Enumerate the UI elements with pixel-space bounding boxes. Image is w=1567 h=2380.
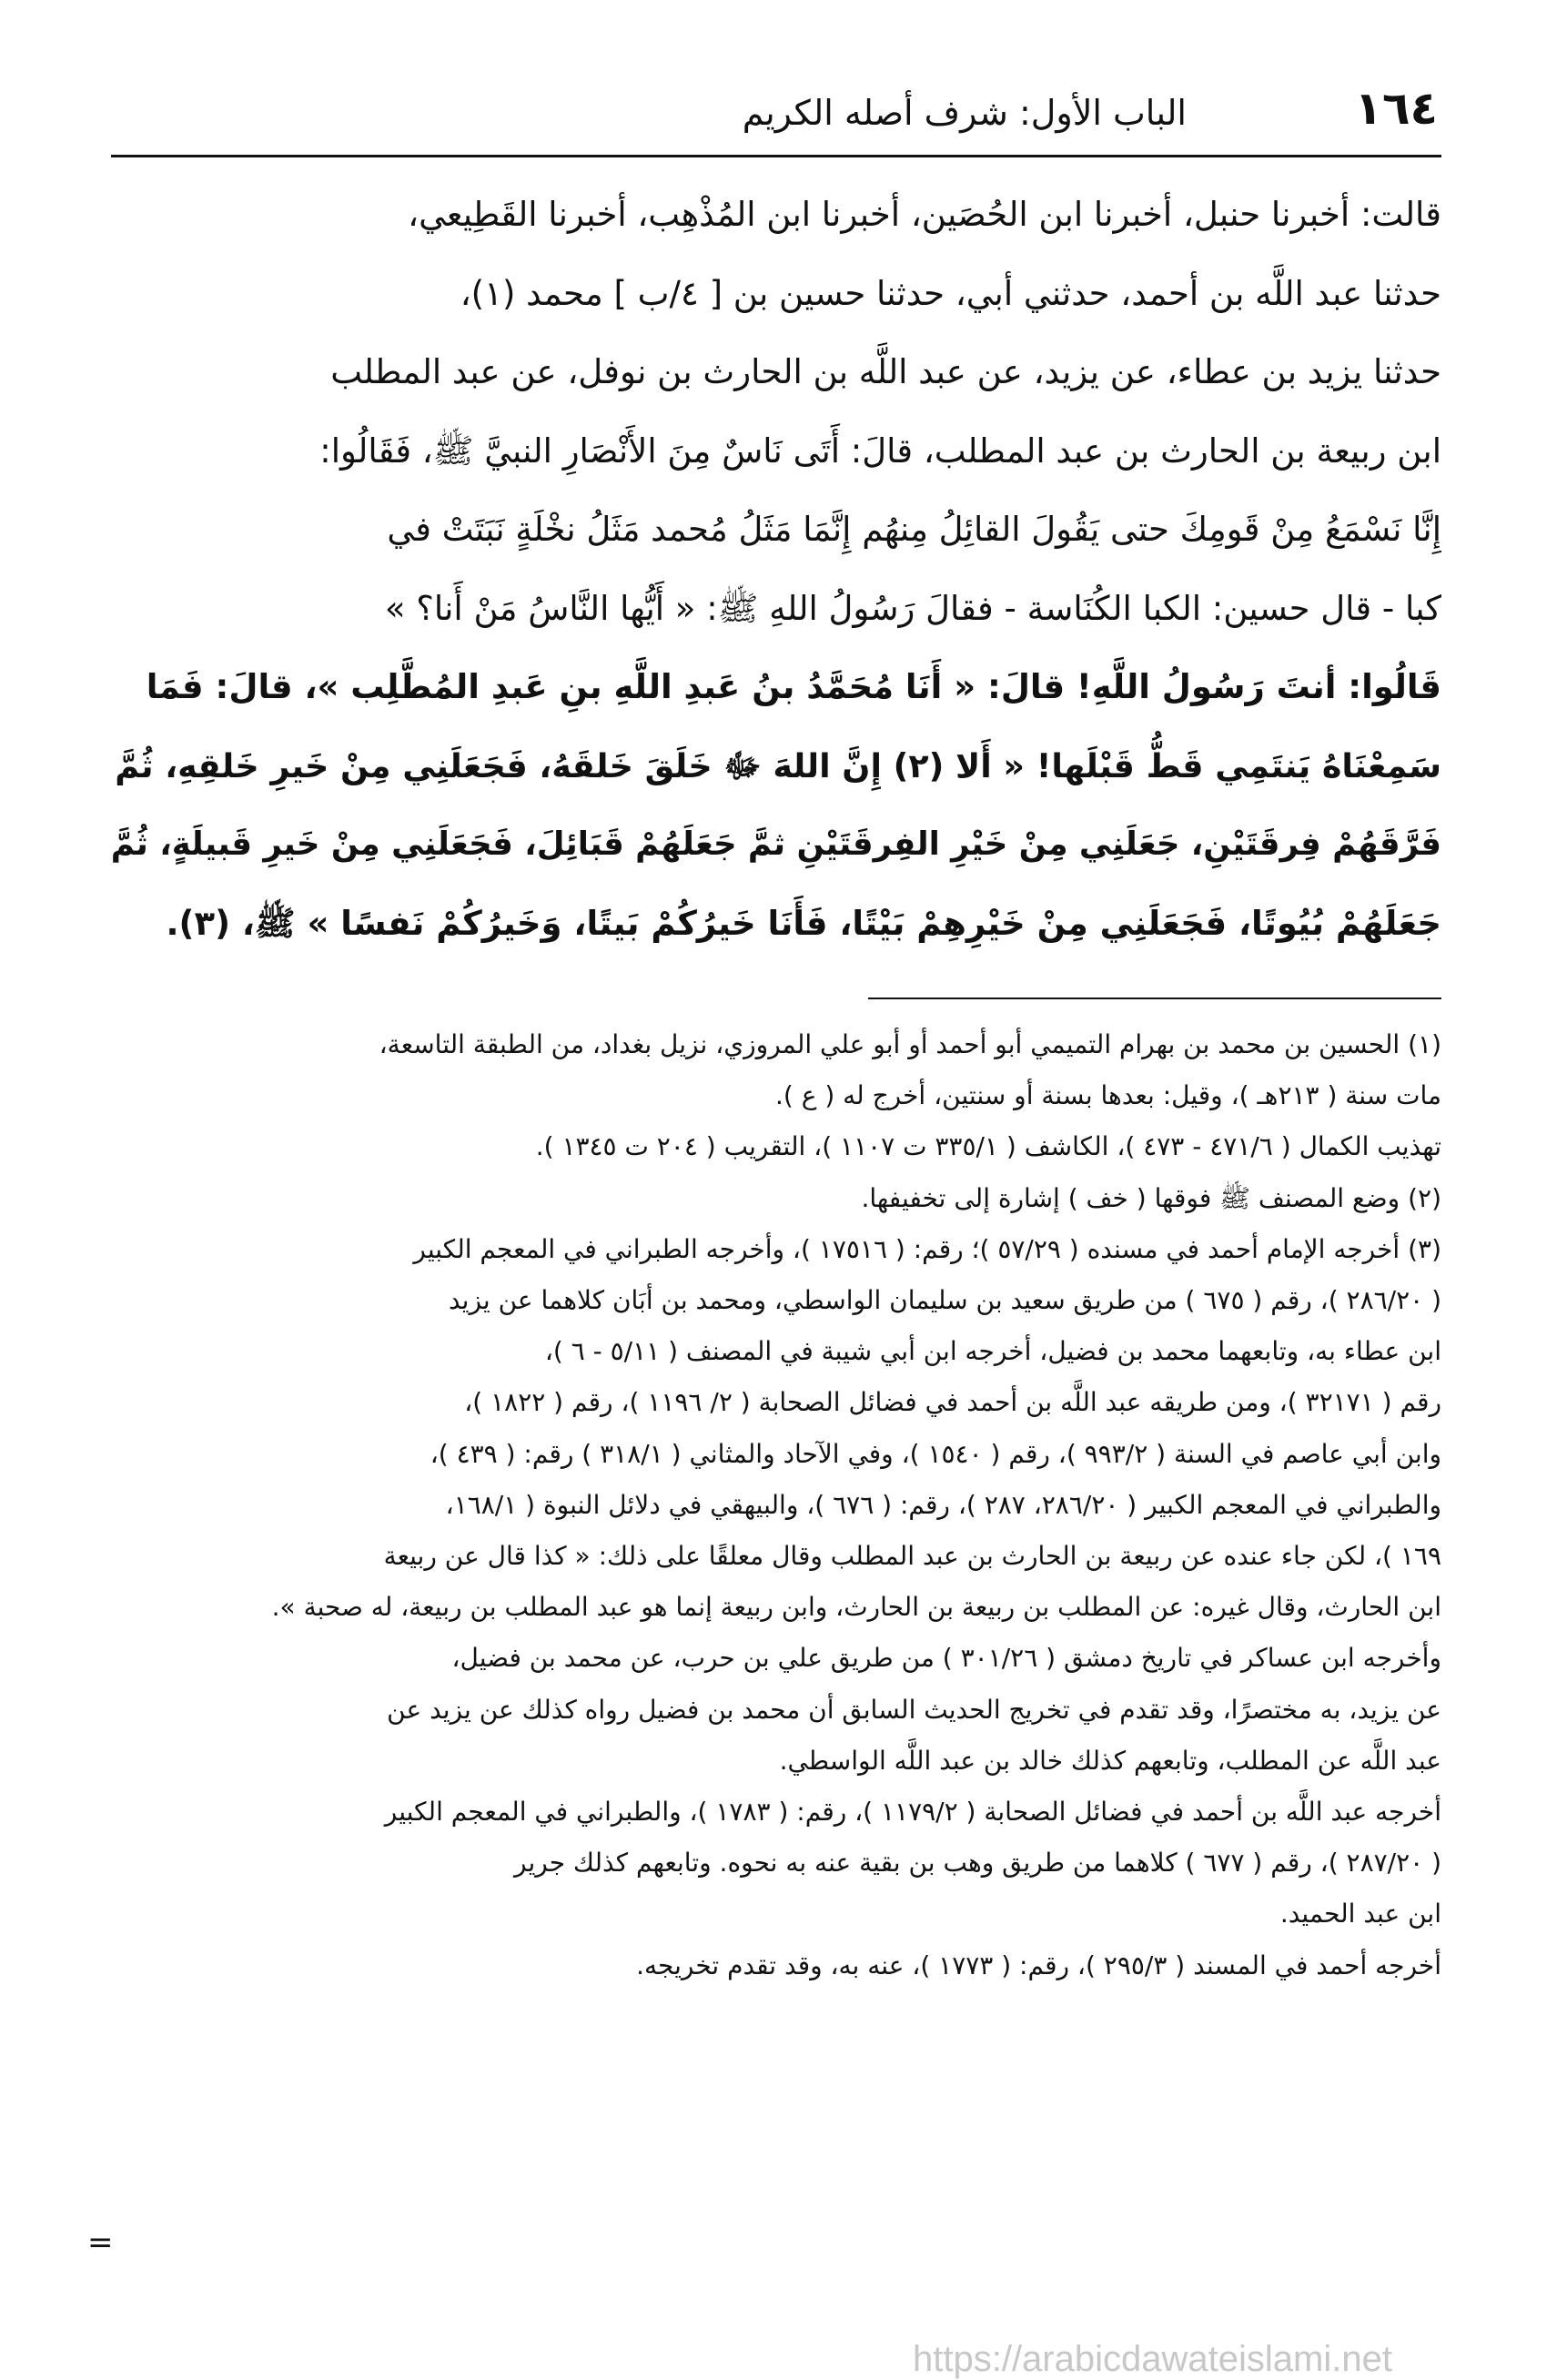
- main-text: [111, 176, 1441, 963]
- footnote-line: وأخرجه ابن عساكر في تاريخ دمشق ( ٣٠١/٢٦ ) من طريق علي بن حرب، عن محمد بن فضيل،: [451, 1643, 1441, 1674]
- page-number: ١٦٤: [1354, 82, 1438, 135]
- text-line: قَالُوا: أنتَ رَسُولُ اللَّهِ! قالَ: « أَنَا مُحَمَّدُ بنُ عَبدِ اللَّهِ بنِ عَبدِ المُطَّلِب »، قالَ: فَمَا: [146, 667, 1441, 706]
- footnote-line: ابن عبد الحميد.: [1279, 1899, 1441, 1929]
- footnote-line: عن يزيد، به مختصرًا، وقد تقدم في تخريج الحديث السابق أن محمد بن فضيل رواه كذلك عن يزيد عن: [387, 1694, 1441, 1725]
- text-line: فَرَّقَهُمْ فِرقَتَيْنِ، جَعَلَنِي مِنْ خَيْرِ الفِرقَتَيْنِ ثمَّ جَعَلَهُمْ قَبَائِلَ، فَجَعَلَنِي مِنْ خَيرِ قَبيلَةٍ، ثُمَّ: [111, 825, 1441, 863]
- text-line: جَعَلَهُمْ بُيُوتًا، فَجَعَلَنِي مِنْ خَيْرِهِمْ بَيْتًا، فَأَنَا خَيرُكُمْ بَيتًا، وَخَيرُكُمْ نَفسًا » ﷺ، (٣).: [166, 903, 1441, 943]
- footnote-line: مات سنة ( ٢١٣هـ )، وقيل: بعدها بسنة أو سنتين، أخرج له ( ع ).: [775, 1080, 1441, 1111]
- watermark-url: https://arabicdawateislami.net: [913, 2339, 1392, 2379]
- text-line: حدثنا عبد اللَّه بن أحمد، حدثني أبي، حدثنا حسين بن [ ٤/ب ] محمد (١)،: [460, 273, 1441, 313]
- running-title: الباب الأول: شرف أصله الكريم: [742, 93, 1187, 133]
- footnote-line: عبد اللَّه عن المطلب، وتابعهم كذلك خالد بن عبد اللَّه الواسطي.: [779, 1745, 1441, 1776]
- footnote-line: ابن الحارث، وقال غيره: عن المطلب بن ربيعة بن الحارث، وابن ربيعة إنما هو عبد المطلب بن ربيعة، له صحبة ».: [271, 1592, 1441, 1623]
- text-line: حدثنا يزيد بن عطاء، عن يزيد، عن عبد اللَّه بن الحارث بن نوفل، عن عبد المطلب: [330, 352, 1441, 391]
- book-page: [111, 82, 1441, 1991]
- footnote-line: رقم ( ٣٢١٧١ )، ومن طريقه عبد اللَّه بن أحمد في فضائل الصحابة ( ٢/ ١١٩٦ )، رقم ( ١٨٢٢ )،: [464, 1387, 1441, 1418]
- footnote-line: ( ٢٨٧/٢٠ )، رقم ( ٦٧٧ ) كلاهما من طريق وهب بن بقية عنه به نحوه. وتابعهم كذلك جرير: [514, 1848, 1441, 1879]
- footnote-separator: [868, 998, 1441, 999]
- text-line: ابن ربيعة بن الحارث بن عبد المطلب، قالَ: أَتَى نَاسٌ مِنَ الأَنْصَارِ النبيَّ ﷺ، فَقَالُوا:: [319, 430, 1441, 471]
- footnote-line: تهذيب الكمال ( ٤٧١/٦ - ٤٧٣ )، الكاشف ( ٣٣٥/١ ت ١١٠٧ )، التقريب ( ٢٠٤ ت ١٣٤٥ ).: [535, 1131, 1441, 1162]
- text-line: قالت: أخبرنا حنبل، أخبرنا ابن الحُصَين، أخبرنا ابن المُذْهِب، أخبرنا القَطِيعي،: [408, 195, 1441, 234]
- text-line: إِنَّا نَسْمَعُ مِنْ قَومِكَ حتى يَقُولَ القائِلُ مِنهُم إِنَّمَا مَثَلُ مُحمد مَثَلُ نخْلَةٍ نَبَتَتْ في: [387, 510, 1441, 549]
- page-header: [111, 82, 1441, 157]
- footnotes: [111, 1019, 1441, 1991]
- text-line: كبا - قال حسين: الكبا الكُنَاسة - فقالَ رَسُولُ اللهِ ﷺ: « أَيُّها النَّاسُ مَنْ أَنا؟ »: [384, 588, 1441, 628]
- text-line: سَمِعْنَاهُ يَنتَمِي قَطُّ قَبْلَها! « أَلا (٢) إِنَّ اللهَ ﷻ خَلَقَ خَلقَهُ، فَجَعَلَنِي مِنْ خَيرِ خَلقِهِ، ثُمَّ: [115, 745, 1441, 785]
- footnote-line: (١) الحسين بن محمد بن بهرام التميمي أبو أحمد أو أبو علي المروزي، نزيل بغداد، من الطبقة التاسعة،: [379, 1029, 1441, 1059]
- footnote-line: (٢) وضع المصنف ﷺ فوقها ( خف ) إشارة إلى تخفيفها.: [861, 1182, 1441, 1213]
- footnote-line: ابن عطاء به، وتابعهما محمد بن فضيل، أخرجه ابن أبي شيبة في المصنف ( ٥/١١ - ٦ )،: [544, 1336, 1441, 1367]
- footnote-line: (٣) أخرجه الإمام أحمد في مسنده ( ٥٧/٢٩ )؛ رقم: ( ١٧٥١٦ )، وأخرجه الطبراني في المعجم الكبير: [413, 1233, 1441, 1264]
- footnote-line: ١٦٩ )، لكن جاء عنده عن ربيعة بن الحارث بن عبد المطلب وقال معلقًا على ذلك: « كذا قال عن ربيعة: [383, 1541, 1441, 1572]
- footnote-line: أخرجه عبد اللَّه بن أحمد في فضائل الصحابة ( ١١٧٩/٢ )، رقم: ( ١٧٨٣ )، والطبراني في المعجم الكبير: [384, 1797, 1441, 1828]
- footnote-line: أخرجه أحمد في المسند ( ٢٩٥/٣ )، رقم: ( ١٧٧٣ )، عنه به، وقد تقدم تخريجه.: [636, 1950, 1441, 1980]
- footnote-line: وابن أبي عاصم في السنة ( ٩٩٣/٢ )، رقم ( ١٥٤٠ )، وفي الآحاد والمثاني ( ٣١٨/١ ) رقم: ( ٤٣٩ )،: [430, 1438, 1441, 1469]
- footnote-line: والطبراني في المعجم الكبير ( ٢٨٦/٢٠، ٢٨٧ )، رقم: ( ٦٧٦ )، والبيهقي في دلائل النبوة ( ١٦٨/١،: [445, 1489, 1441, 1520]
- continuation-mark: =: [87, 2224, 114, 2261]
- footnote-line: ( ٢٨٦/٢٠ )، رقم ( ٦٧٥ ) من طريق سعيد بن سليمان الواسطي، ومحمد بن أبَان كلاهما عن يزيد: [448, 1285, 1441, 1316]
